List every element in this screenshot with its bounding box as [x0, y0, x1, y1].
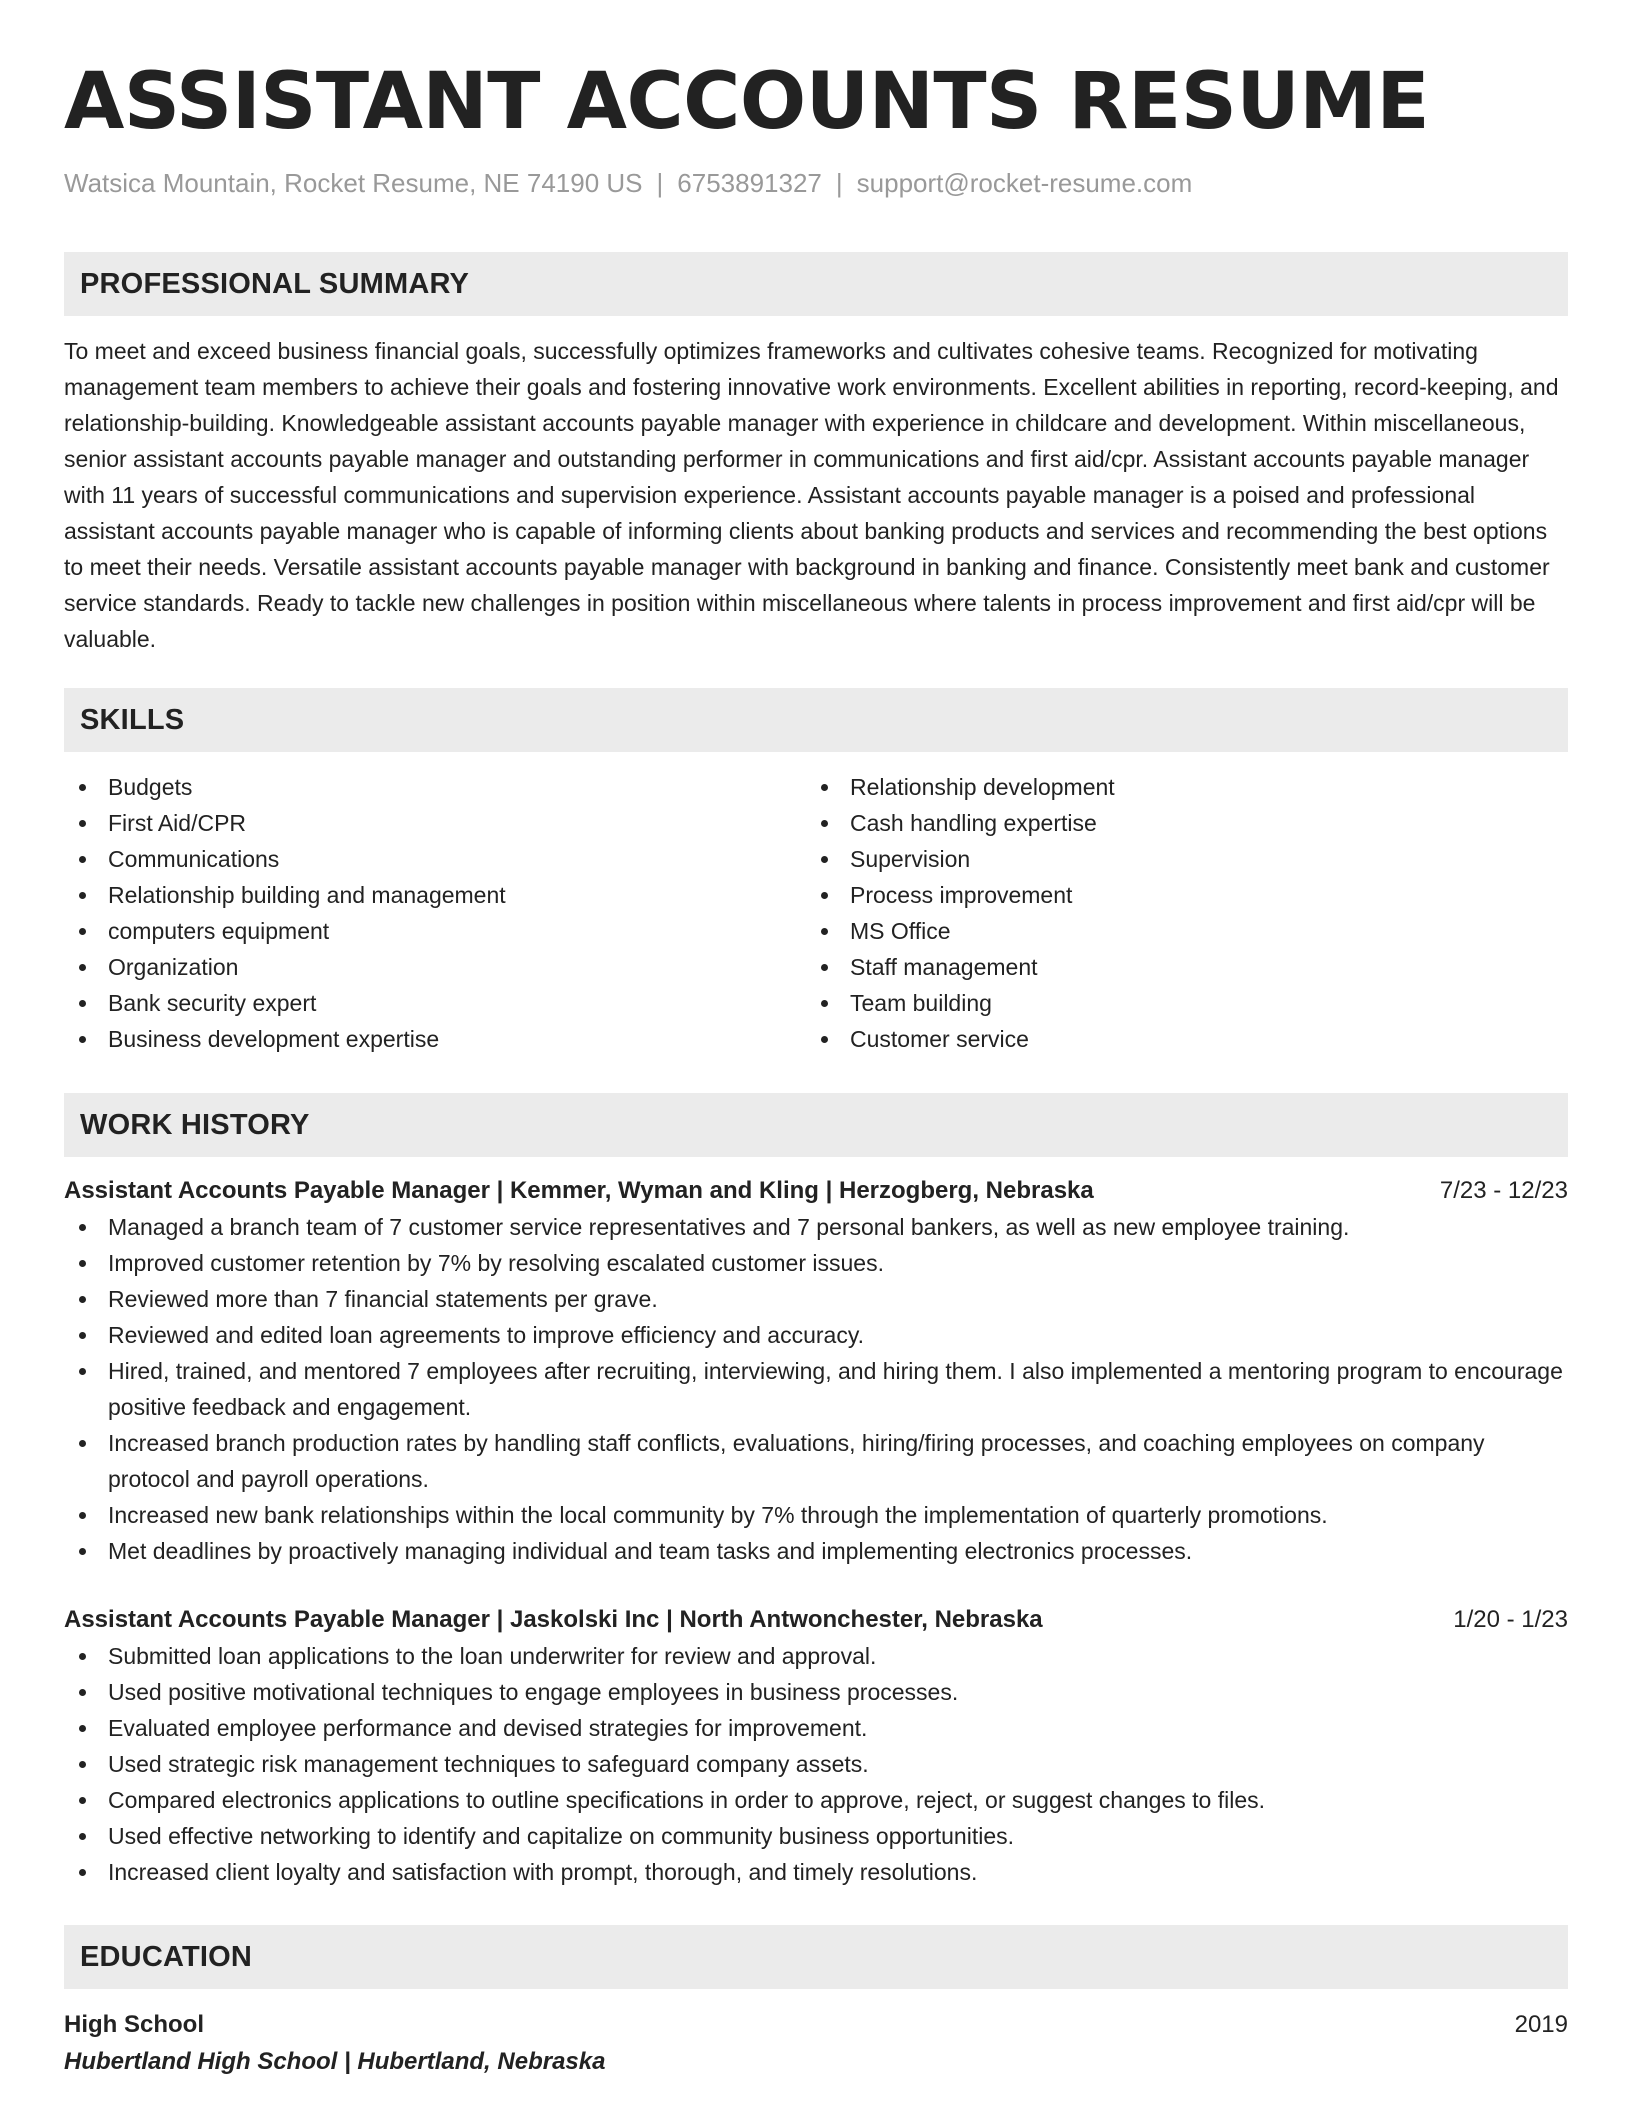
skill-item: Budgets — [64, 769, 806, 805]
skills-grid — [64, 769, 1568, 1057]
job-bullet: Used strategic risk management techniques to safeguard company assets. — [64, 1746, 1568, 1782]
contact-line — [64, 166, 1568, 200]
job-bullet: Met deadlines by proactively managing individual and team tasks and implementing electronics processes. — [64, 1533, 1568, 1569]
job-bullets — [64, 1638, 1568, 1890]
job-bullet: Managed a branch team of 7 customer service representatives and 7 personal bankers, as well as new employee training. — [64, 1209, 1568, 1245]
summary-heading: PROFESSIONAL SUMMARY — [64, 252, 1568, 316]
skill-item: Team building — [806, 985, 1548, 1021]
job-dates: 1/20 - 1/23 — [1453, 1606, 1568, 1633]
job-bullet: Evaluated employee performance and devised strategies for improvement. — [64, 1710, 1568, 1746]
skill-item: Supervision — [806, 841, 1548, 877]
skill-item: First Aid/CPR — [64, 805, 806, 841]
job-bullet: Increased client loyalty and satisfaction with prompt, thorough, and timely resolutions. — [64, 1854, 1568, 1890]
contact-separator: | — [835, 168, 843, 198]
job-bullets — [64, 1209, 1568, 1569]
skills-list-right — [806, 769, 1548, 1057]
job-bullet: Reviewed and edited loan agreements to improve efficiency and accuracy. — [64, 1317, 1568, 1353]
skill-item: Relationship building and management — [64, 877, 806, 913]
job-dates: 7/23 - 12/23 — [1439, 1177, 1568, 1204]
education-header — [64, 2007, 1568, 2043]
education-year: 2019 — [1514, 2011, 1568, 2038]
education-heading: EDUCATION — [64, 1925, 1568, 1989]
work-history-heading: WORK HISTORY — [64, 1093, 1568, 1157]
skills-heading: SKILLS — [64, 688, 1568, 752]
job-bullet: Submitted loan applications to the loan underwriter for review and approval. — [64, 1638, 1568, 1674]
contact-separator: | — [656, 168, 664, 198]
resume-page — [64, 52, 1568, 2080]
skill-item: Staff management — [806, 949, 1548, 985]
skill-item: computers equipment — [64, 913, 806, 949]
education-degree: High School — [64, 2011, 204, 2038]
job-bullet: Hired, trained, and mentored 7 employees after recruiting, interviewing, and hiring them. I also implemented a mentoring program to encourage positive feedback and engagement. — [64, 1353, 1568, 1425]
skill-item: Communications — [64, 841, 806, 877]
skill-item: Cash handling expertise — [806, 805, 1548, 841]
skill-item: Organization — [64, 949, 806, 985]
job-bullet: Increased new bank relationships within the local community by 7% through the implementation of quarterly promotions. — [64, 1497, 1568, 1533]
skill-item: Relationship development — [806, 769, 1548, 805]
skills-list-left — [64, 769, 806, 1057]
job-bullet: Improved customer retention by 7% by resolving escalated customer issues. — [64, 1245, 1568, 1281]
skill-item: Process improvement — [806, 877, 1548, 913]
contact-phone: 6753891327 — [677, 168, 822, 198]
skill-item: Customer service — [806, 1021, 1548, 1057]
summary-text: To meet and exceed business financial goals, successfully optimizes frameworks and cultivates cohesive teams. Recognized for motivating management team members to achieve their goals and fostering innovative work environments. Excellent abilities in reporting, record-keeping, and relationship-building. Knowledgeable assistant accounts payable manager with experience in childcare and development. Within miscellaneous, senior assistant accounts payable manager and outstanding performer in communications and first aid/cpr. Assistant accounts payable manager with 11 years of successful communications and supervision experience. Assistant accounts payable manager is a poised and professional assistant accounts payable manager who is capable of informing clients about banking products and services and recommending the best options to meet their needs. Versatile assistant accounts payable manager with background in banking and finance. Consistently meet bank and customer service standards. Ready to tackle new challenges in position within miscellaneous where talents in process improvement and first aid/cpr will be valuable. — [64, 338, 1559, 652]
job-bullet: Compared electronics applications to outline specifications in order to approve, reject, or suggest changes to files. — [64, 1782, 1568, 1818]
job-bullet: Used positive motivational techniques to engage employees in business processes. — [64, 1674, 1568, 1710]
skill-item: Bank security expert — [64, 985, 806, 1021]
job-bullet: Used effective networking to identify and capitalize on community business opportunities. — [64, 1818, 1568, 1854]
skill-item: Business development expertise — [64, 1021, 806, 1057]
job-bullet: Increased branch production rates by handling staff conflicts, evaluations, hiring/firing processes, and coaching employees on company protocol and payroll operations. — [64, 1425, 1568, 1497]
job-title: Assistant Accounts Payable Manager | Jaskolski Inc | North Antwonchester, Nebraska — [64, 1606, 1043, 1633]
job-bullet: Reviewed more than 7 financial statements per grave. — [64, 1281, 1568, 1317]
resume-title: ASSISTANT ACCOUNTS RESUME — [64, 57, 1430, 147]
contact-email[interactable]: support@rocket-resume.com — [856, 168, 1193, 198]
contact-address: Watsica Mountain, Rocket Resume, NE 74190 US — [64, 168, 643, 198]
job-header — [64, 1173, 1568, 1209]
job-title: Assistant Accounts Payable Manager | Kemmer, Wyman and Kling | Herzogberg, Nebraska — [64, 1177, 1094, 1204]
education-school: Hubertland High School | Hubertland, Nebraska — [64, 2048, 606, 2075]
skill-item: MS Office — [806, 913, 1548, 949]
job-header — [64, 1602, 1568, 1638]
